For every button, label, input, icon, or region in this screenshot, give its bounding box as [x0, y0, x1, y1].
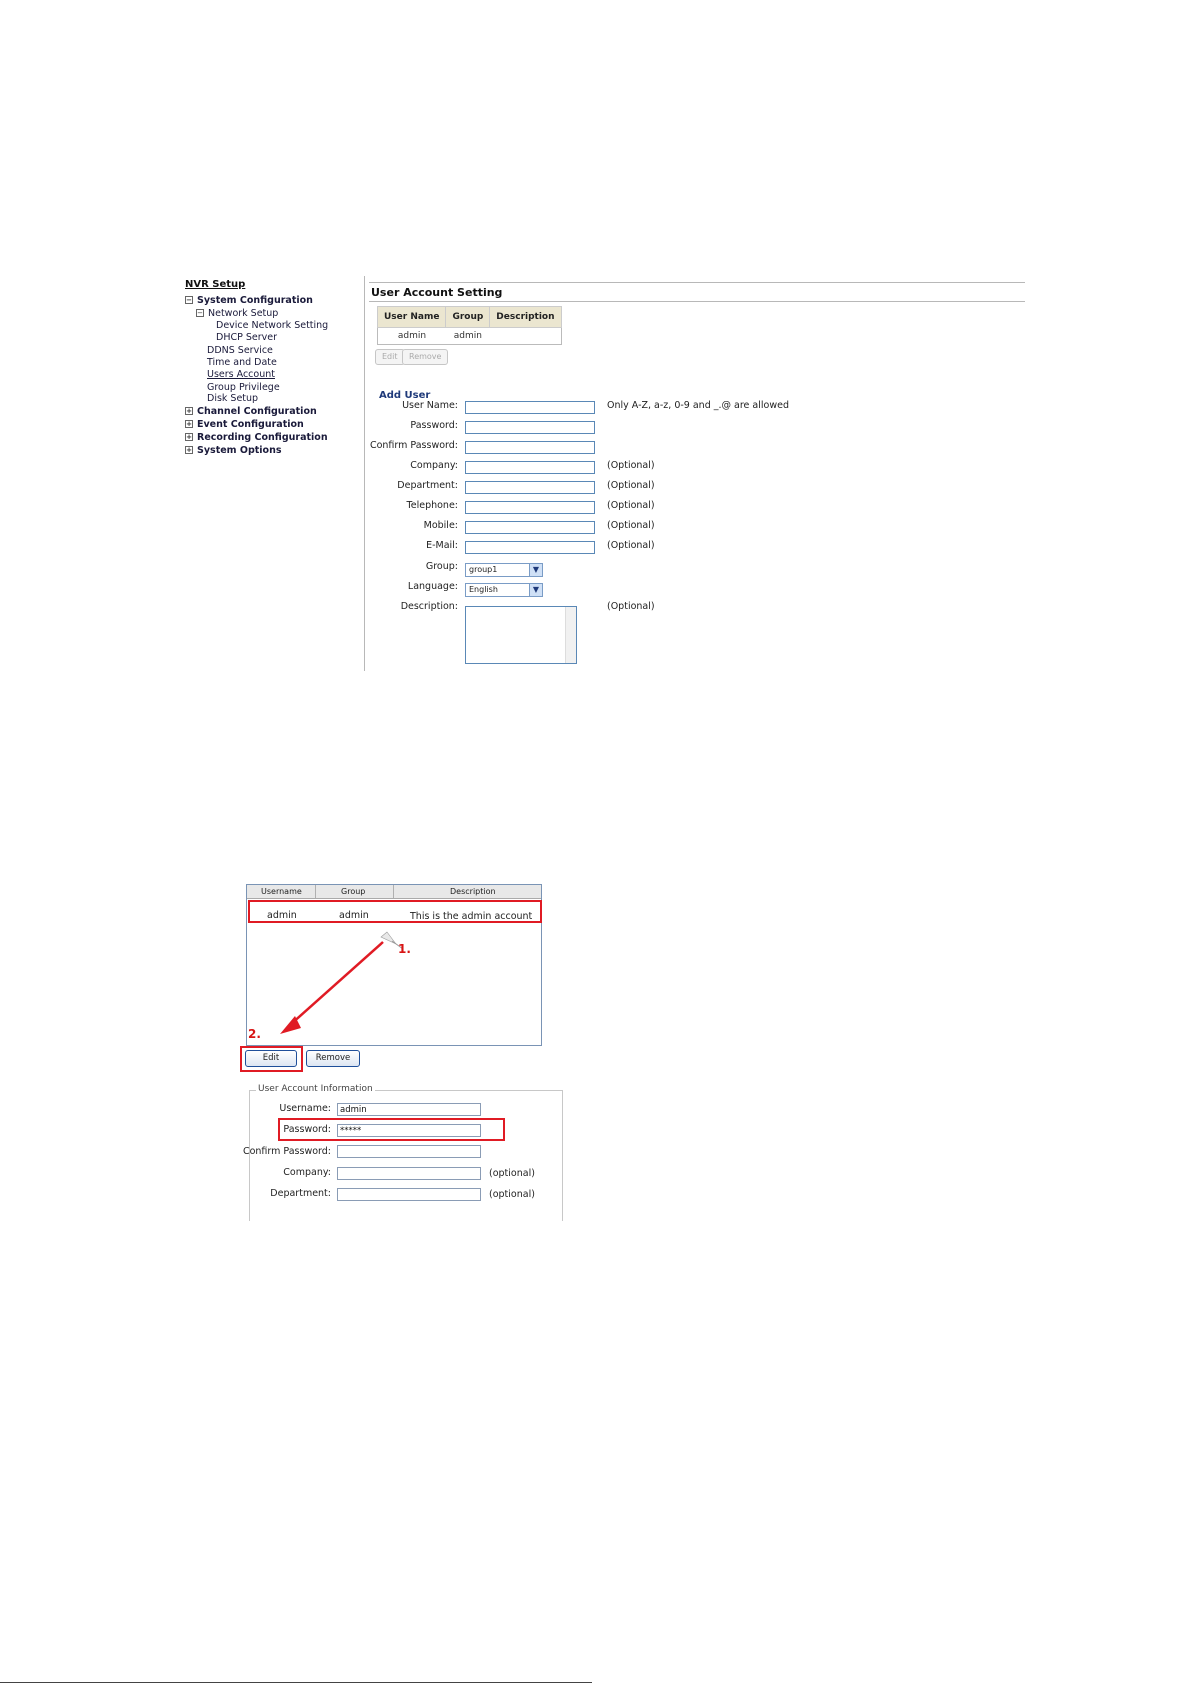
- cell-description: [490, 328, 561, 345]
- email-optional: (Optional): [607, 540, 655, 551]
- department-label: Department:: [270, 1188, 331, 1199]
- description-label: Description:: [400, 601, 458, 612]
- expand-icon[interactable]: +: [186, 433, 192, 441]
- nav-system-configuration[interactable]: − System Configuration: [186, 295, 313, 306]
- user-name-hint: Only A-Z, a-z, 0-9 and _.@ are allowed: [607, 400, 789, 411]
- nav-device-network-setting[interactable]: Device Network Setting: [216, 320, 329, 331]
- column-header-username: Username: [261, 887, 302, 896]
- department-input[interactable]: [465, 481, 595, 494]
- fieldset-legend: User Account Information: [258, 1084, 373, 1094]
- collapse-icon[interactable]: −: [186, 296, 192, 304]
- password-label: Password:: [283, 1124, 331, 1135]
- nav-disk-setup[interactable]: Disk Setup: [207, 393, 259, 404]
- company-input[interactable]: [337, 1167, 481, 1180]
- language-label: Language:: [407, 581, 458, 592]
- edit-button[interactable]: Edit: [375, 349, 405, 365]
- confirm-password-input[interactable]: [465, 441, 595, 454]
- password-label: Password:: [410, 420, 458, 431]
- nav-dhcp-server[interactable]: DHCP Server: [216, 332, 277, 343]
- chevron-down-icon[interactable]: ▼: [529, 564, 542, 576]
- group-label: Group:: [425, 561, 458, 572]
- remove-button[interactable]: Remove: [402, 349, 448, 365]
- edit-button[interactable]: Edit: [245, 1050, 297, 1067]
- nvr-user-account-screenshot: [180, 276, 1025, 671]
- annotation-step-2: 2.: [248, 1027, 261, 1041]
- email-label: E-Mail:: [426, 540, 458, 551]
- username-label: Username:: [279, 1103, 331, 1114]
- nav-group-privilege[interactable]: Group Privilege: [207, 382, 280, 393]
- company-optional: (optional): [489, 1168, 535, 1179]
- cell-group: admin: [453, 331, 482, 341]
- footer-divider: [0, 1682, 592, 1683]
- department-optional: (optional): [489, 1189, 535, 1200]
- nav-users-account[interactable]: Users Account: [207, 369, 275, 380]
- language-select-value: English: [469, 585, 498, 594]
- password-input[interactable]: [465, 421, 595, 434]
- table-header-row: [378, 307, 562, 328]
- mobile-label: Mobile:: [423, 520, 458, 531]
- telephone-optional: (Optional): [607, 500, 655, 511]
- column-header-description: Description: [490, 307, 561, 328]
- column-header-group: Group: [446, 307, 490, 328]
- company-label: Company:: [283, 1167, 331, 1178]
- department-optional: (Optional): [607, 480, 655, 491]
- description-scrollbar[interactable]: [565, 607, 576, 663]
- row-username[interactable]: admin: [267, 910, 297, 921]
- edit-user-screenshot: [240, 880, 570, 1210]
- username-input[interactable]: admin: [337, 1103, 481, 1116]
- user-name-input[interactable]: [465, 401, 595, 414]
- mobile-input[interactable]: [465, 521, 595, 534]
- company-label: Company:: [410, 460, 458, 471]
- department-input[interactable]: [337, 1188, 481, 1201]
- department-label: Department:: [397, 480, 458, 491]
- group-select-value: group1: [469, 565, 498, 574]
- language-select[interactable]: [465, 583, 543, 597]
- company-input[interactable]: [465, 461, 595, 474]
- expand-icon[interactable]: +: [186, 446, 192, 454]
- expand-icon[interactable]: +: [186, 407, 192, 415]
- annotation-arrow-line: [290, 942, 383, 1025]
- header-underline: [369, 301, 1025, 302]
- column-header-user-name: User Name: [378, 307, 446, 328]
- header-rule: [369, 282, 1025, 283]
- collapse-icon[interactable]: −: [197, 309, 203, 317]
- nav-network-setup[interactable]: − Network Setup: [197, 308, 279, 319]
- nav-title[interactable]: NVR Setup: [185, 279, 246, 290]
- nav-recording-configuration[interactable]: + Recording Configuration: [186, 432, 328, 443]
- page-title: User Account Setting: [371, 286, 503, 299]
- nav-channel-configuration[interactable]: + Channel Configuration: [186, 406, 317, 417]
- remove-button[interactable]: Remove: [306, 1050, 360, 1067]
- mobile-optional: (Optional): [607, 520, 655, 531]
- user-account-info-fieldset: [242, 1084, 563, 1221]
- confirm-password-label: Confirm Password:: [369, 440, 458, 451]
- company-optional: (Optional): [607, 460, 655, 471]
- telephone-label: Telephone:: [406, 500, 458, 511]
- confirm-password-label: Confirm Password:: [242, 1146, 331, 1157]
- nav-ddns-service[interactable]: DDNS Service: [207, 345, 273, 356]
- chevron-down-icon[interactable]: ▼: [529, 584, 542, 596]
- table-row[interactable]: [378, 328, 562, 345]
- nav-time-and-date[interactable]: Time and Date: [207, 357, 277, 368]
- description-textarea[interactable]: [465, 606, 577, 664]
- row-group[interactable]: admin: [339, 910, 369, 921]
- nav-system-options[interactable]: + System Options: [186, 445, 282, 456]
- row-description[interactable]: This is the admin account: [410, 911, 533, 922]
- column-header-description: Description: [450, 887, 496, 896]
- add-user-title: Add User: [379, 390, 431, 401]
- confirm-password-input[interactable]: [337, 1145, 481, 1158]
- telephone-input[interactable]: [465, 501, 595, 514]
- nav-event-configuration[interactable]: + Event Configuration: [186, 419, 304, 430]
- user-table: [377, 306, 562, 345]
- description-optional: (Optional): [607, 601, 655, 612]
- column-header-group: Group: [341, 887, 366, 896]
- user-name-label: User Name:: [402, 400, 458, 411]
- password-input[interactable]: *****: [337, 1124, 481, 1137]
- email-input[interactable]: [465, 541, 595, 554]
- annotation-step-1: 1.: [398, 942, 411, 956]
- group-select[interactable]: [465, 563, 543, 577]
- expand-icon[interactable]: +: [186, 420, 192, 428]
- cell-user-name: admin: [397, 331, 427, 341]
